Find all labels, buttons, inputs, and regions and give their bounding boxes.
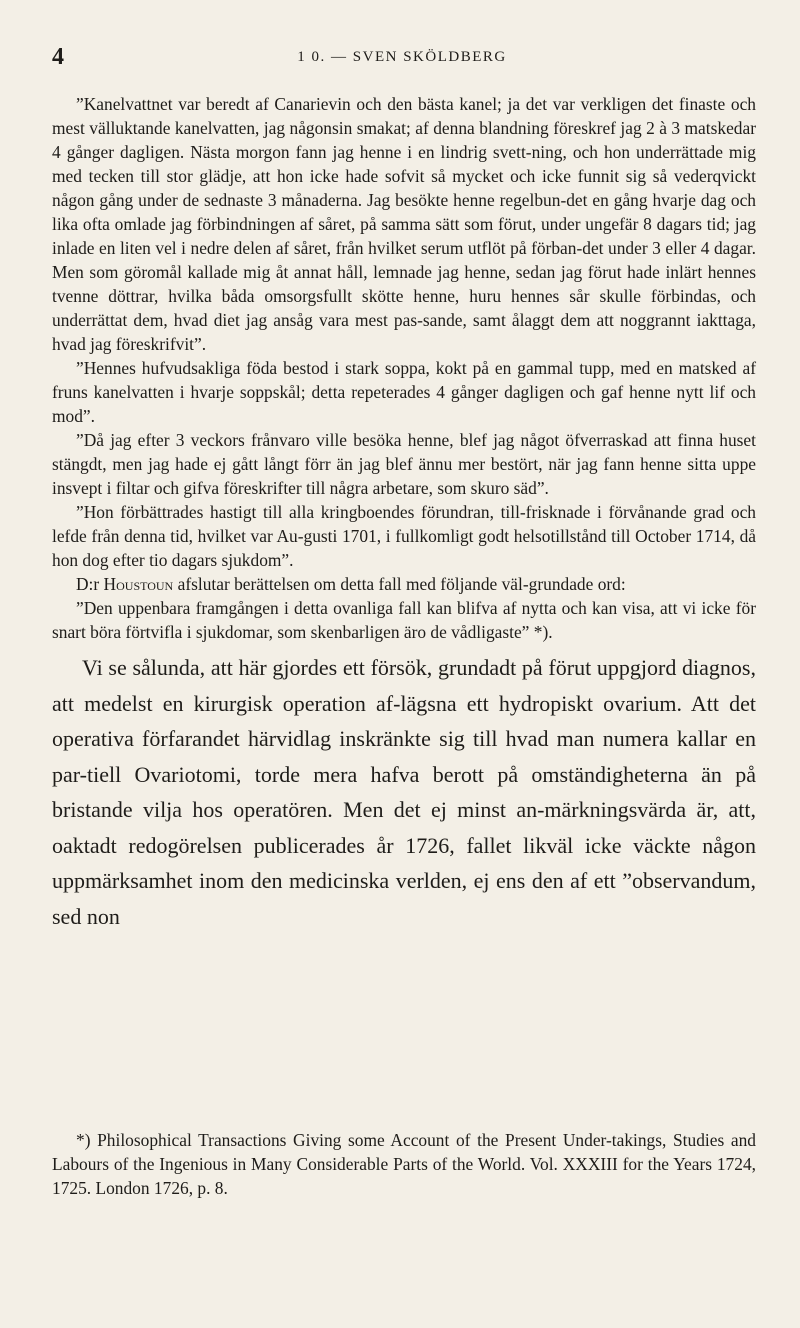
running-head: 1 0. — SVEN SKÖLDBERG — [297, 49, 507, 65]
paragraph-houstoun-conclusion — [52, 572, 756, 596]
conclusion-text: afslutar berättelsen om detta fall med följande väl-grundade ord: — [177, 574, 626, 594]
paragraph-diet: ”Hennes hufvudsakliga föda bestod i stark soppa, kokt på en gammal tupp, med en matsked af fruns kanelvatten i hvarje soppskål; detta repeterades 4 gånger dagligen och gaf henne nytt lif och mod”. — [52, 358, 756, 426]
page-number: 4 — [52, 44, 64, 70]
footnote: *) Philosophical Transactions Giving some Account of the Present Under-takings, Studies and Labours of the Ingenious in Many Considerable Parts of the World. Vol. XXXIII for the Years 1724, 1725. London 1726, p. 8. — [52, 1130, 756, 1198]
paragraph-commentary: Vi se sålunda, att här gjordes ett försök, grundadt på förut uppgjord diagnos, att medelst en kirurgisk operation af-lägsna ett hydropiskt ovarium. Att det operativa förfarandet härvidlag inskränkte sig till hvad man numera kallar en par-tiell Ovariotomi, torde mera hafva berott på omständigheterna än på bristande vilja hos operatören. Men det ej minst an-märkningsvärda är, att, oaktadt redogörelsen publicerades år 1726, fallet likväl icke väckte någon uppmärksamhet inom den medicinska verlden, ej ens den af ett ”observandum, sed non — [52, 655, 756, 929]
page-header — [52, 42, 752, 72]
author-name: Houstoun — [103, 574, 174, 594]
paragraph-return-visit: ”Då jag efter 3 veckors frånvaro ville besöka henne, blef jag något öfverraskad att finna huset stängdt, men jag hade ej gått långt förr än jag blef ännu mer bestört, när jag fann henne sitta uppe insvept i filtar och gifva föreskrifter till några arbetare, som skuro säd”. — [52, 430, 756, 498]
body-text — [52, 92, 756, 934]
paragraph-cinnamon-water: ”Kanelvattnet var beredt af Canarievin och den bästa kanel; ja det var verkligen det finaste och mest välluktande kanelvatten, jag någonsin smakat; af denna blandning föreskref jag 2 à 3 matskedar 4 gånger dagligen. Nästa morgon fann jag henne i en lindrig svett-ning, och hon underrättade mig med tecken till stor glädje, att hon icke hade sofvit så mycket och icke funnit sig så vederqvickt någon gång under de sednaste 3 månaderna. Jag besökte henne regelbun-det en gång hvarje dag och lika ofta omlade jag förbindningen af såret, på samma sätt som förut, under ungefär 8 dagars tid; jag inlade en liten vel i nedre delen af såret, från hvilket serum utflöt på förban-det under 3 eller 4 dagar. Men som göromål kallade mig åt annat håll, lemnade jag henne, sedan jag förut hade inlärt hennes tvenne döttrar, hvilka båda omsorgsfullt skötte henne, huru hennes sår skulle förbindas, och underrättat dem, hvad diet jag ansåg vara mest pas-sande, samt ålaggt dem att noggrannt iakttaga, hvad jag föreskrifvit”. — [52, 94, 756, 354]
paragraph-recovery: ”Hon förbättrades hastigt till alla kringboendes förundran, till-frisknade i förvånande grad och lefde från denna tid, hvilket var Au-gusti 1701, i fullkomligt godt helsotillstånd till October 1714, då hon dog efter tio dagars sjukdom”. — [52, 502, 756, 570]
doctor-title: D:r — [76, 574, 100, 594]
paragraph-quote: ”Den uppenbara framgången i detta ovanliga fall kan blifva af nytta och kan visa, att vi icke för snart böra förtvifla i sjukdomar, som skenbarligen äro de vådligaste” *). — [52, 598, 756, 642]
